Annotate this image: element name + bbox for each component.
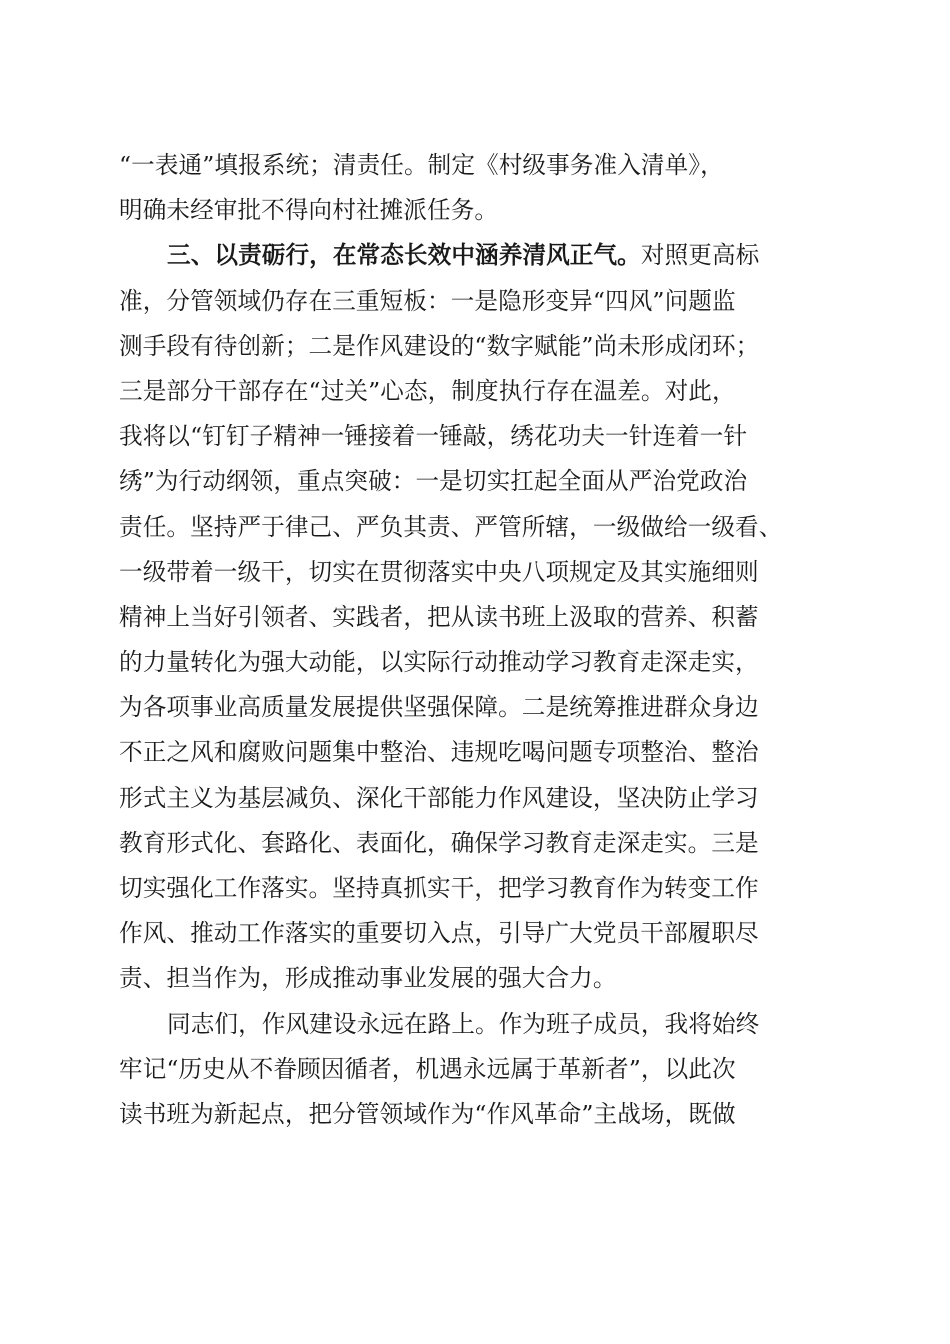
text-line: 作风、推动工作落实的重要切入点，引导广大党员干部履职尽	[119, 919, 759, 948]
text-line: 责、担当作为，形成推动事业发展的强大合力。	[119, 964, 617, 993]
text-line: 教育形式化、套路化、表面化，确保学习教育走深走实。三是	[119, 828, 759, 857]
text-line: 测手段有待创新；二是作风建设的“数字赋能”尚未形成闭环；	[119, 331, 760, 360]
text-line: 读书班为新起点，把分管领域作为“作风革命”主战场，既做	[119, 1099, 736, 1128]
text-line: 精神上当好引领者、实践者，把从读书班上汲取的营养、积蓄	[119, 602, 759, 631]
text-line: “一表通”填报系统；清责任。制定《村级事务准入清单》，	[119, 151, 724, 179]
text-line: 牢记“历史从不眷顾因循者，机遇永远属于革新者”，以此次	[119, 1054, 736, 1083]
text-line: 同志们，作风建设永远在路上。作为班子成员，我将始终	[167, 1009, 760, 1038]
text-line: 准，分管领域仍存在三重短板：一是隐形变异“四风”问题监	[119, 286, 736, 315]
text-line: 我将以“钉钉子精神一锤接着一锤敲，绣花功夫一针连着一针	[119, 422, 748, 451]
body-text	[119, 143, 831, 1137]
section-heading-line	[119, 233, 831, 278]
text-line: 责任。坚持严于律己、严负其责、严管所辖，一级做给一级看、	[119, 512, 783, 541]
text-fragment: 对照更高标	[640, 241, 760, 270]
text-line: 不正之风和腐败问题集中整治、违规吃喝问题专项整治、整治	[119, 738, 759, 767]
text-line: 三是部分干部存在“过关”心态，制度执行存在温差。对此，	[119, 376, 736, 405]
text-line: 绣”为行动纲领，重点突破：一是切实扛起全面从严治党政治	[119, 467, 748, 496]
text-line: 明确未经审批不得向村社摊派任务。	[119, 196, 499, 225]
text-line: 一级带着一级干，切实在贯彻落实中央八项规定及其实施细则	[119, 557, 759, 586]
section-heading: 三、以责砺行，在常态长效中涵养清风正气。	[167, 241, 641, 270]
text-line: 为各项事业高质量发展提供坚强保障。二是统筹推进群众身边	[119, 693, 759, 722]
text-line: 切实强化工作落实。坚持真抓实干，把学习教育作为转变工作	[119, 874, 759, 902]
text-line: 的力量转化为强大动能，以实际行动推动学习教育走深走实，	[119, 648, 759, 677]
text-line: 形式主义为基层减负、深化干部能力作风建设，坚决防止学习	[119, 783, 759, 812]
